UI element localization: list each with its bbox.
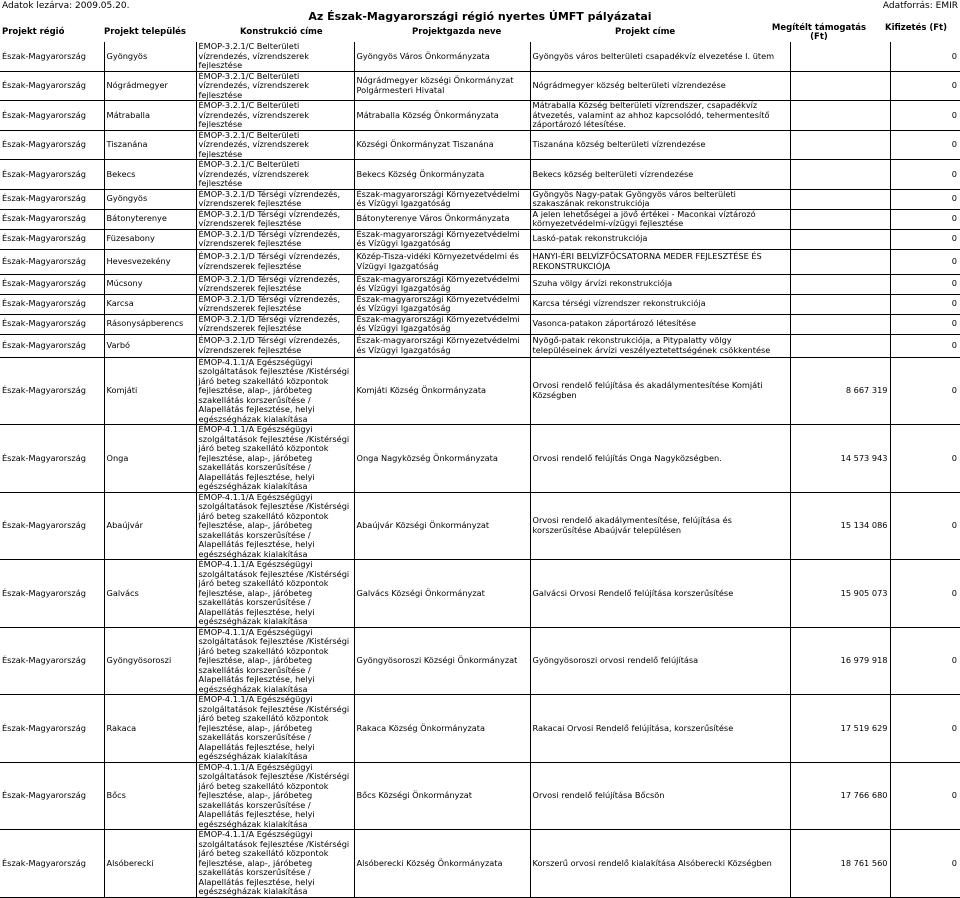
row-region: Észak-Magyarország <box>0 334 104 357</box>
row-holder: Alsóberecki Község Önkormányzata <box>354 830 530 898</box>
table-row <box>0 334 960 357</box>
row-project: A jelen lehetőségei a jövő értékei - Maconkai víztározó környezetvédelmi-vízügyi fejlesztése <box>530 209 790 229</box>
row-project: Szuha völgy árvízi rekonstrukciója <box>530 274 790 294</box>
row-region: Észak-Magyarország <box>0 42 104 71</box>
row-construct: ÉMOP-4.1.1/A Egészségügyi szolgáltatások fejlesztése /Kistérségi járó beteg szakellátó központok fejlesztése, alap-, járóbeteg szakellátás korszerűsítése / Alapellátás fejlesztése, helyi egészségházak kialakítása <box>196 560 354 628</box>
row-region: Észak-Magyarország <box>0 762 104 830</box>
row-region: Észak-Magyarország <box>0 209 104 229</box>
table-row <box>0 160 960 190</box>
row-town: Komjáti <box>104 357 196 425</box>
row-town: Hevesvezekény <box>104 249 196 274</box>
row-town: Abaújvár <box>104 492 196 560</box>
projects-table <box>0 42 960 898</box>
row-holder: Rakaca Község Önkormányzata <box>354 695 530 763</box>
row-construct: ÉMOP-3.2.1/D Térségi vízrendezés, vízrendszerek fejlesztése <box>196 334 354 357</box>
row-project: Korszerű orvosi rendelő kialakítása Alsóberecki Községben <box>530 830 790 898</box>
row-region: Észak-Magyarország <box>0 830 104 898</box>
row-construct: ÉMOP-3.2.1/D Térségi vízrendezés, vízrendszerek fejlesztése <box>196 189 354 209</box>
table-row <box>0 71 960 101</box>
row-construct: ÉMOP-3.2.1/D Térségi vízrendezés, vízrendszerek fejlesztése <box>196 229 354 249</box>
row-region: Észak-Magyarország <box>0 357 104 425</box>
row-construct: ÉMOP-4.1.1/A Egészségügyi szolgáltatások fejlesztése /Kistérségi járó beteg szakellátó központok fejlesztése, alap-, járóbeteg szakellátás korszerűsítése / Alapellátás fejlesztése, helyi egészségházak kialakítása <box>196 830 354 898</box>
row-project: Laskó-patak rekonstrukciója <box>530 229 790 249</box>
row-construct: ÉMOP-3.2.1/C Belterületi vízrendezés, vízrendszerek fejlesztése <box>196 160 354 190</box>
table-row <box>0 762 960 830</box>
row-town: Múcsony <box>104 274 196 294</box>
row-paid: 0 <box>890 492 960 560</box>
row-construct: ÉMOP-4.1.1/A Egészségügyi szolgáltatások fejlesztése /Kistérségi járó beteg szakellátó központok fejlesztése, alap-, járóbeteg szakellátás korszerűsítése / Alapellátás fejlesztése, helyi egészségházak kialakítása <box>196 762 354 830</box>
table-row <box>0 130 960 160</box>
row-holder: Észak-magyarországi Környezetvédelmi és Vízügyi Igazgatóság <box>354 189 530 209</box>
row-project: Orvosi rendelő felújítása Bőcsön <box>530 762 790 830</box>
row-awarded <box>790 294 890 314</box>
row-construct: ÉMOP-4.1.1/A Egészségügyi szolgáltatások fejlesztése /Kistérségi járó beteg szakellátó központok fejlesztése, alap-, járóbeteg szakellátás korszerűsítése / Alapellátás fejlesztése, helyi egészségházak kialakítása <box>196 695 354 763</box>
row-town: Karcsa <box>104 294 196 314</box>
row-paid: 0 <box>890 249 960 274</box>
row-paid: 0 <box>890 130 960 160</box>
row-project: Tiszanána község belterületi vízrendezése <box>530 130 790 160</box>
row-town: Gyöngyös <box>104 189 196 209</box>
row-town: Galvács <box>104 560 196 628</box>
row-paid: 0 <box>890 334 960 357</box>
row-region: Észak-Magyarország <box>0 189 104 209</box>
row-town: Tiszanána <box>104 130 196 160</box>
header-construct: Konstrukció címe <box>240 27 323 37</box>
row-paid: 0 <box>890 627 960 695</box>
row-project: Mátraballa Község belterületi vízrendszer, csapadékvíz átvezetés, valamint az ahhoz kapcsolódó, tehermentesítő záportározó létesítése. <box>530 101 790 131</box>
row-project: Gyöngyös Nagy-patak Gyöngyös város belterületi szakaszának rekonstrukciója <box>530 189 790 209</box>
row-town: Rásonysápberencs <box>104 314 196 334</box>
row-paid: 0 <box>890 294 960 314</box>
header-project: Projekt címe <box>615 27 676 37</box>
row-town: Rakaca <box>104 695 196 763</box>
row-region: Észak-Magyarország <box>0 274 104 294</box>
table-row <box>0 209 960 229</box>
row-holder: Észak-magyarországi Környezetvédelmi és Vízügyi Igazgatóság <box>354 294 530 314</box>
data-source: Adatforrás: EMIR <box>882 1 958 11</box>
row-construct: ÉMOP-3.2.1/C Belterületi vízrendezés, vízrendszerek fejlesztése <box>196 42 354 71</box>
row-awarded: 15 134 086 <box>790 492 890 560</box>
row-town: Nógrádmegyer <box>104 71 196 101</box>
table-row <box>0 425 960 493</box>
data-closed-date: Adatok lezárva: 2009.05.20. <box>2 1 130 11</box>
row-paid: 0 <box>890 209 960 229</box>
row-awarded <box>790 130 890 160</box>
table-row <box>0 189 960 209</box>
row-awarded: 8 667 319 <box>790 357 890 425</box>
row-project: Bekecs község belterületi vízrendezése <box>530 160 790 190</box>
row-construct: ÉMOP-4.1.1/A Egészségügyi szolgáltatások fejlesztése /Kistérségi járó beteg szakellátó központok fejlesztése, alap-, járóbeteg szakellátás korszerűsítése / Alapellátás fejlesztése, helyi egészségházak kialakítása <box>196 627 354 695</box>
row-region: Észak-Magyarország <box>0 695 104 763</box>
row-awarded <box>790 209 890 229</box>
row-region: Észak-Magyarország <box>0 71 104 101</box>
row-project: Orvosi rendelő akadálymentesítése, felújítása és korszerűsítése Abaújvár településen <box>530 492 790 560</box>
row-awarded <box>790 334 890 357</box>
row-construct: ÉMOP-4.1.1/A Egészségügyi szolgáltatások fejlesztése /Kistérségi járó beteg szakellátó központok fejlesztése, alap-, járóbeteg szakellátás korszerűsítése / Alapellátás fejlesztése, helyi egészségházak kialakítása <box>196 357 354 425</box>
row-awarded <box>790 229 890 249</box>
row-construct: ÉMOP-3.2.1/D Térségi vízrendezés, vízrendszerek fejlesztése <box>196 249 354 274</box>
row-town: Alsóberecki <box>104 830 196 898</box>
table-row <box>0 274 960 294</box>
header-region: Projekt régió <box>2 27 65 37</box>
row-region: Észak-Magyarország <box>0 560 104 628</box>
row-town: Gyöngyös <box>104 42 196 71</box>
row-holder: Észak-magyarországi Környezetvédelmi és Vízügyi Igazgatóság <box>354 314 530 334</box>
row-holder: Észak-magyarországi Környezetvédelmi és Vízügyi Igazgatóság <box>354 334 530 357</box>
row-region: Észak-Magyarország <box>0 627 104 695</box>
table-row <box>0 357 960 425</box>
row-paid: 0 <box>890 160 960 190</box>
row-project: Orvosi rendelő felújítása és akadálymentesítése Komjáti Községben <box>530 357 790 425</box>
table-row <box>0 560 960 628</box>
header-town: Projekt település <box>104 27 186 37</box>
table-row <box>0 830 960 898</box>
row-paid: 0 <box>890 101 960 131</box>
row-construct: ÉMOP-3.2.1/C Belterületi vízrendezés, vízrendszerek fejlesztése <box>196 101 354 131</box>
table-row <box>0 229 960 249</box>
row-holder: Gyöngyösoroszi Községi Önkormányzat <box>354 627 530 695</box>
table-row <box>0 42 960 71</box>
header-holder: Projektgazda neve <box>412 27 502 37</box>
row-construct: ÉMOP-3.2.1/D Térségi vízrendezés, vízrendszerek fejlesztése <box>196 274 354 294</box>
row-region: Észak-Magyarország <box>0 160 104 190</box>
row-awarded <box>790 160 890 190</box>
row-project: Gyöngyös város belterületi csapadékvíz elvezetése I. ütem <box>530 42 790 71</box>
row-construct: ÉMOP-3.2.1/D Térségi vízrendezés, vízrendszerek fejlesztése <box>196 209 354 229</box>
row-project: Nógrádmegyer község belterületi vízrendezése <box>530 71 790 101</box>
row-town: Onga <box>104 425 196 493</box>
row-awarded <box>790 189 890 209</box>
row-town: Bekecs <box>104 160 196 190</box>
row-construct: ÉMOP-4.1.1/A Egészségügyi szolgáltatások fejlesztése /Kistérségi járó beteg szakellátó központok fejlesztése, alap-, járóbeteg szakellátás korszerűsítése / Alapellátás fejlesztése, helyi egészségházak kialakítása <box>196 425 354 493</box>
table-row <box>0 314 960 334</box>
row-project: Karcsa térségi vízrendszer rekonstrukciója <box>530 294 790 314</box>
row-project: Orvosi rendelő felújítás Onga Nagyközségben. <box>530 425 790 493</box>
table-row <box>0 249 960 274</box>
row-project: Vasonca-patakon záportározó létesítése <box>530 314 790 334</box>
row-paid: 0 <box>890 189 960 209</box>
row-region: Észak-Magyarország <box>0 294 104 314</box>
row-town: Füzesabony <box>104 229 196 249</box>
table-row <box>0 294 960 314</box>
row-region: Észak-Magyarország <box>0 249 104 274</box>
row-project: HANYI-ÉRI BELVÍZFŐCSATORNA MEDER FEJLESZTÉSE ÉS REKONSTRUKCIÓJA <box>530 249 790 274</box>
row-region: Észak-Magyarország <box>0 101 104 131</box>
row-holder: Községi Önkormányzat Tiszanána <box>354 130 530 160</box>
row-town: Bőcs <box>104 762 196 830</box>
row-awarded: 16 979 918 <box>790 627 890 695</box>
row-holder: Észak-magyarországi Környezetvédelmi és Vízügyi Igazgatóság <box>354 274 530 294</box>
row-town: Varbó <box>104 334 196 357</box>
row-awarded <box>790 274 890 294</box>
row-region: Észak-Magyarország <box>0 492 104 560</box>
row-region: Észak-Magyarország <box>0 425 104 493</box>
row-paid: 0 <box>890 762 960 830</box>
row-holder: Közép-Tisza-vidéki Környezetvédelmi és Vízügyi Igazgatóság <box>354 249 530 274</box>
row-awarded: 18 761 560 <box>790 830 890 898</box>
page-title: Az Észak-Magyarországi régió nyertes ÚMFT pályázatai <box>308 10 652 23</box>
row-paid: 0 <box>890 425 960 493</box>
header-paid: Kifizetés (Ft) <box>885 23 947 33</box>
row-holder: Bőcs Községi Önkormányzat <box>354 762 530 830</box>
row-construct: ÉMOP-3.2.1/D Térségi vízrendezés, vízrendszerek fejlesztése <box>196 314 354 334</box>
table-row <box>0 101 960 131</box>
row-holder: Gyöngyös Város Önkormányzata <box>354 42 530 71</box>
header-awarded: Megítélt támogatás (Ft) <box>771 23 867 42</box>
row-holder: Galvács Községi Önkormányzat <box>354 560 530 628</box>
row-holder: Abaújvár Községi Önkormányzat <box>354 492 530 560</box>
row-project: Gyöngyösoroszi orvosi rendelő felújítása <box>530 627 790 695</box>
row-construct: ÉMOP-4.1.1/A Egészségügyi szolgáltatások fejlesztése /Kistérségi járó beteg szakellátó központok fejlesztése, alap-, járóbeteg szakellátás korszerűsítése / Alapellátás fejlesztése, helyi egészségházak kialakítása <box>196 492 354 560</box>
row-holder: Onga Nagyközség Önkormányzata <box>354 425 530 493</box>
row-holder: Észak-magyarországi Környezetvédelmi és Vízügyi Igazgatóság <box>354 229 530 249</box>
row-town: Mátraballa <box>104 101 196 131</box>
row-paid: 0 <box>890 229 960 249</box>
row-awarded <box>790 42 890 71</box>
table-row <box>0 492 960 560</box>
row-region: Észak-Magyarország <box>0 229 104 249</box>
row-paid: 0 <box>890 357 960 425</box>
row-awarded: 15 905 073 <box>790 560 890 628</box>
row-town: Gyöngyösoroszi <box>104 627 196 695</box>
table-header <box>0 24 960 42</box>
row-paid: 0 <box>890 42 960 71</box>
row-holder: Bátonyterenye Város Önkormányzata <box>354 209 530 229</box>
row-awarded <box>790 71 890 101</box>
row-awarded <box>790 101 890 131</box>
row-paid: 0 <box>890 695 960 763</box>
row-holder: Nógrádmegyer községi Önkormányzat Polgármesteri Hivatal <box>354 71 530 101</box>
row-awarded <box>790 249 890 274</box>
row-construct: ÉMOP-3.2.1/C Belterületi vízrendezés, vízrendszerek fejlesztése <box>196 71 354 101</box>
row-paid: 0 <box>890 314 960 334</box>
row-region: Észak-Magyarország <box>0 130 104 160</box>
row-paid: 0 <box>890 71 960 101</box>
row-awarded: 17 519 629 <box>790 695 890 763</box>
row-holder: Bekecs Község Önkormányzata <box>354 160 530 190</box>
row-paid: 0 <box>890 830 960 898</box>
row-paid: 0 <box>890 274 960 294</box>
row-awarded: 17 766 680 <box>790 762 890 830</box>
row-construct: ÉMOP-3.2.1/C Belterületi vízrendezés, vízrendszerek fejlesztése <box>196 130 354 160</box>
row-holder: Komjáti Község Önkormányzata <box>354 357 530 425</box>
row-region: Észak-Magyarország <box>0 314 104 334</box>
table-row <box>0 695 960 763</box>
row-holder: Mátraballa Község Önkormányzata <box>354 101 530 131</box>
row-project: Nyögő-patak rekonstrukciója, a Pitypalatty völgy településeinek árvízi veszélyeztetettségének csökkentése <box>530 334 790 357</box>
row-paid: 0 <box>890 560 960 628</box>
row-awarded: 14 573 943 <box>790 425 890 493</box>
row-awarded <box>790 314 890 334</box>
row-project: Rakacai Orvosi Rendelő felújítása, korszerűsítése <box>530 695 790 763</box>
row-town: Bátonyterenye <box>104 209 196 229</box>
row-construct: ÉMOP-3.2.1/D Térségi vízrendezés, vízrendszerek fejlesztése <box>196 294 354 314</box>
row-project: Galvácsi Orvosi Rendelő felújítása korszerűsítése <box>530 560 790 628</box>
table-row <box>0 627 960 695</box>
